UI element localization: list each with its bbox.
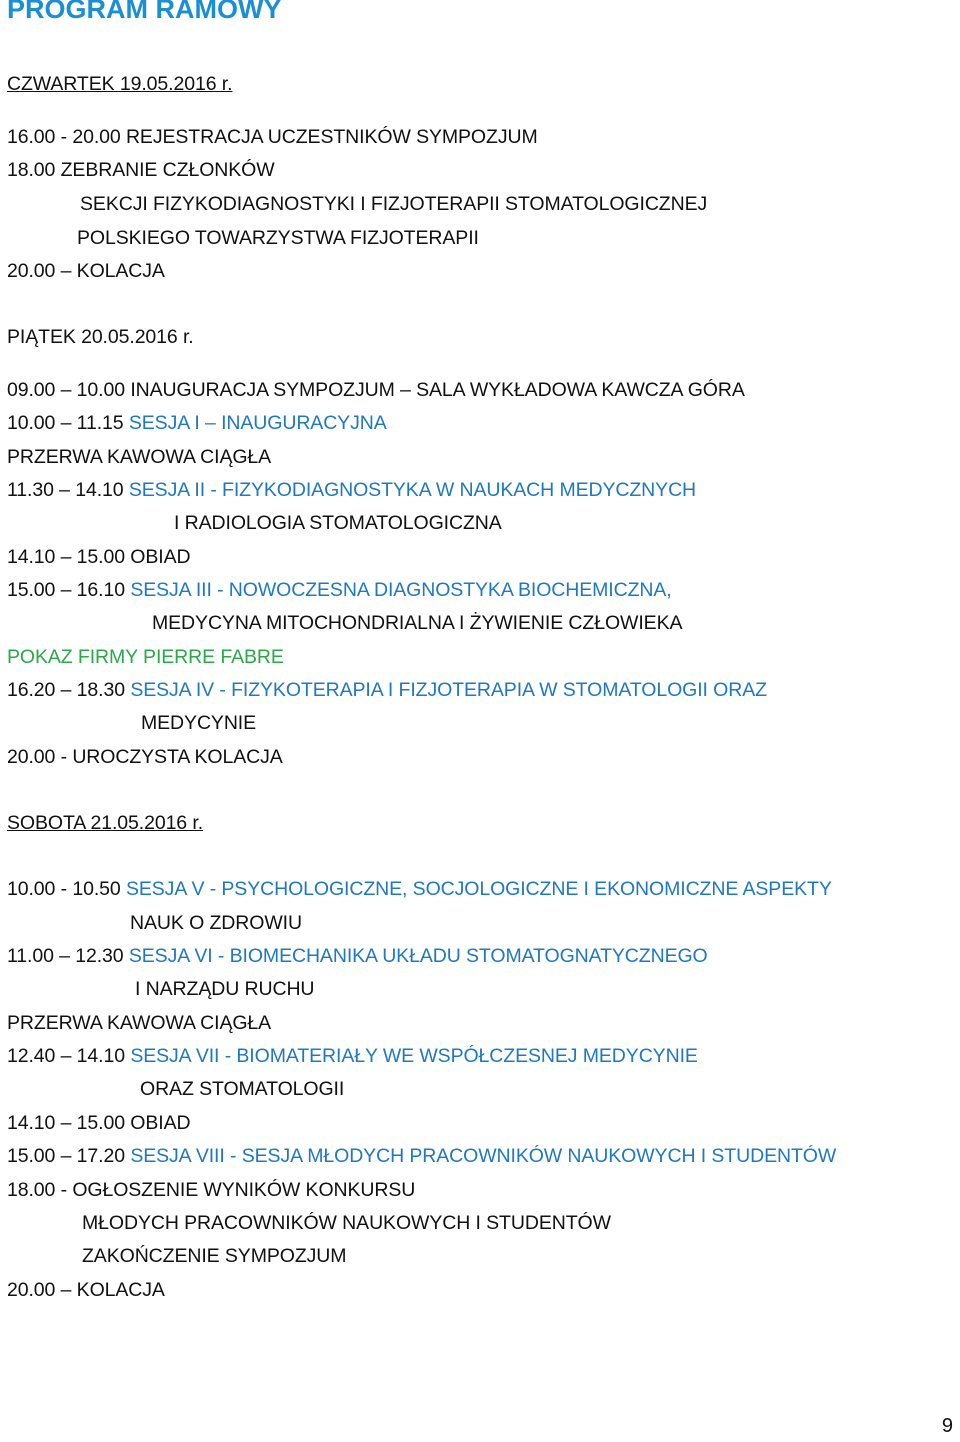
- schedule-line: 16.00 - 20.00 REJESTRACJA UCZESTNIKÓW SYMPOZJUM: [7, 126, 538, 148]
- schedule-line: MŁODYCH PRACOWNIKÓW NAUKOWYCH I STUDENTÓW: [82, 1212, 611, 1234]
- schedule-item: [7, 1144, 836, 1168]
- item-time: 11.30 – 14.10: [7, 479, 124, 501]
- schedule-item: [7, 478, 696, 502]
- day-heading-thursday: CZWARTEK 19.05.2016 r.: [7, 73, 233, 95]
- item-event-continued: I RADIOLOGIA STOMATOLOGICZNA: [174, 512, 502, 534]
- item-event: SESJA V - PSYCHOLOGICZNE, SOCJOLOGICZNE I EKONOMICZNE ASPEKTY: [125, 878, 832, 900]
- item-event: SESJA VII - BIOMATERIAŁY WE WSPÓŁCZESNEJ MEDYCYNIE: [130, 1045, 698, 1067]
- sponsor-presentation: POKAZ FIRMY PIERRE FABRE: [7, 646, 284, 668]
- day-heading-friday: PIĄTEK 20.05.2016 r.: [7, 326, 194, 348]
- item-time: 10.00 - 10.50: [7, 878, 121, 900]
- schedule-item: [7, 411, 387, 435]
- schedule-line: 20.00 – KOLACJA: [7, 1279, 165, 1301]
- item-event-continued: MEDYCYNA MITOCHONDRIALNA I ŻYWIENIE CZŁOWIEKA: [152, 612, 683, 634]
- schedule-line: 18.00 - OGŁOSZENIE WYNIKÓW KONKURSU: [7, 1179, 416, 1201]
- schedule-line: 18.00 ZEBRANIE CZŁONKÓW: [7, 159, 275, 181]
- page-number: 9: [941, 1415, 953, 1437]
- item-event: SESJA III - NOWOCZESNA DIAGNOSTYKA BIOCHEMICZNA,: [130, 579, 672, 601]
- item-event: INAUGURACJA SYMPOZJUM – SALA WYKŁADOWA KAWCZA GÓRA: [130, 379, 745, 401]
- schedule-item: [7, 944, 708, 968]
- item-time: 10.00 – 11.15: [7, 412, 124, 434]
- item-time: 09.00 – 10.00: [7, 379, 125, 401]
- schedule-item: [7, 678, 767, 702]
- page-title: PROGRAM RAMOWY: [7, 0, 282, 24]
- schedule-item: [7, 1044, 698, 1068]
- item-time: 11.00 – 12.30: [7, 945, 124, 967]
- item-event: SESJA I – INAUGURACYJNA: [128, 412, 387, 434]
- lunch-break: 14.10 – 15.00 OBIAD: [7, 546, 191, 568]
- schedule-line: SEKCJI FIZYKODIAGNOSTYKI I FIZJOTERAPII STOMATOLOGICZNEJ: [80, 193, 708, 215]
- coffee-break: PRZERWA KAWOWA CIĄGŁA: [7, 446, 272, 468]
- item-time: 15.00 – 16.10: [7, 579, 125, 601]
- schedule-item: [7, 578, 672, 602]
- item-event: SESJA IV - FIZYKOTERAPIA I FIZJOTERAPIA W STOMATOLOGII ORAZ: [130, 679, 767, 701]
- item-event: SESJA VI - BIOMECHANIKA UKŁADU STOMATOGNATYCZNEGO: [128, 945, 708, 967]
- schedule-item: [7, 378, 745, 402]
- schedule-item: [7, 877, 832, 901]
- item-event-continued: NAUK O ZDROWIU: [130, 912, 302, 934]
- item-event-continued: I NARZĄDU RUCHU: [135, 978, 315, 1000]
- schedule-line: 20.00 – KOLACJA: [7, 260, 165, 282]
- item-event-continued: ORAZ STOMATOLOGII: [140, 1078, 345, 1100]
- item-time: 15.00 – 17.20: [7, 1145, 125, 1167]
- gala-dinner: 20.00 - UROCZYSTA KOLACJA: [7, 746, 283, 768]
- item-time: 16.20 – 18.30: [7, 679, 125, 701]
- item-event-continued: MEDYCYNIE: [141, 712, 257, 734]
- coffee-break: PRZERWA KAWOWA CIĄGŁA: [7, 1012, 272, 1034]
- schedule-line: ZAKOŃCZENIE SYMPOZJUM: [82, 1245, 347, 1267]
- lunch-break: 14.10 – 15.00 OBIAD: [7, 1112, 191, 1134]
- day-heading-saturday: SOBOTA 21.05.2016 r.: [7, 812, 204, 834]
- item-event: SESJA II - FIZYKODIAGNOSTYKA W NAUKACH MEDYCZNYCH: [128, 479, 697, 501]
- item-time: 12.40 – 14.10: [7, 1045, 125, 1067]
- item-event: SESJA VIII - SESJA MŁODYCH PRACOWNIKÓW NAUKOWYCH I STUDENTÓW: [130, 1145, 837, 1167]
- schedule-line: POLSKIEGO TOWARZYSTWA FIZJOTERAPII: [77, 227, 479, 249]
